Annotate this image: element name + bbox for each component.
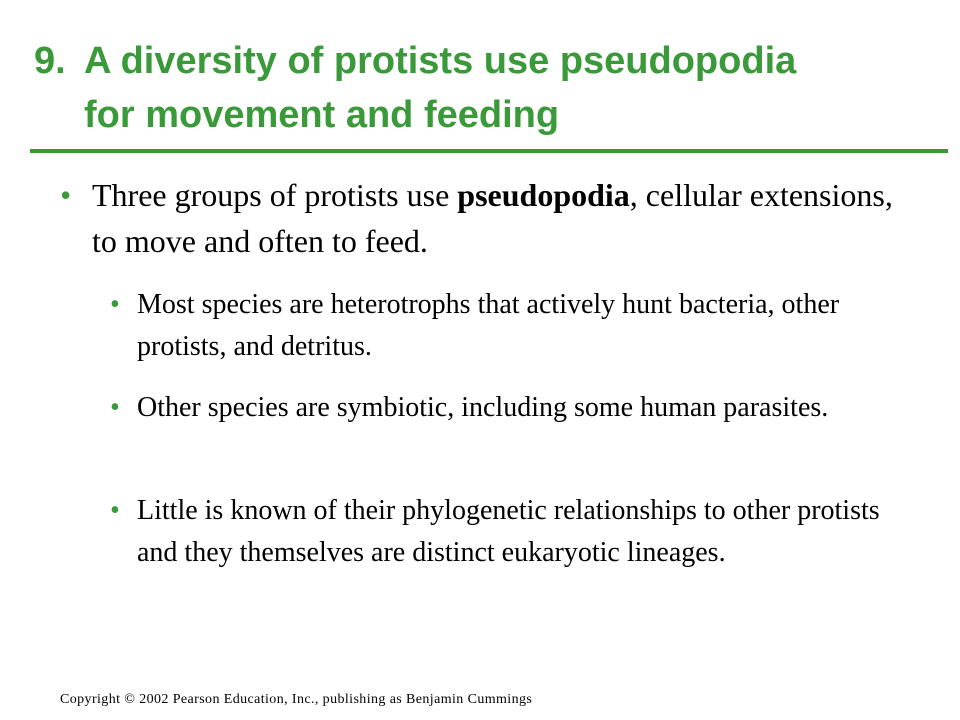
title-number: 9. — [34, 40, 66, 82]
bullet-dot-icon: • — [110, 495, 120, 526]
bullet-dot-icon: • — [110, 289, 120, 320]
bullet-dot-icon: • — [110, 392, 120, 423]
main-bullet-term: pseudopodia — [457, 177, 630, 213]
slide-title — [34, 34, 934, 142]
title-line-1: A diversity of protists use pseudopodia — [84, 40, 797, 82]
sub-bullet-text: Little is known of their phylogenetic relationships to other protists and they themselves are distinct eukaryotic lineages. — [137, 495, 880, 568]
bullet-dot-icon: • — [60, 177, 72, 213]
sub-bullet-text: Other species are symbiotic, including some human parasites. — [137, 392, 829, 423]
main-bullet-text-before: Three groups of protists use — [92, 177, 458, 213]
sub-bullet-symbiotic — [110, 387, 910, 429]
sub-bullet-text: Most species are heterotrophs that actively hunt bacteria, other protists, and detritus. — [137, 289, 840, 362]
sub-bullet-heterotrophs — [110, 284, 910, 368]
main-bullet-text-after: , cellular extensions, to move and often to feed. — [92, 177, 893, 259]
copyright-notice: Copyright © 2002 Pearson Education, Inc., publishing as Benjamin Cummings — [60, 692, 533, 707]
sub-bullet-phylogeny — [110, 490, 910, 574]
main-bullet — [60, 172, 920, 264]
title-line-2: for movement and feeding — [84, 94, 560, 136]
main-bullet-text — [92, 172, 920, 264]
title-underline-rule — [30, 149, 948, 153]
